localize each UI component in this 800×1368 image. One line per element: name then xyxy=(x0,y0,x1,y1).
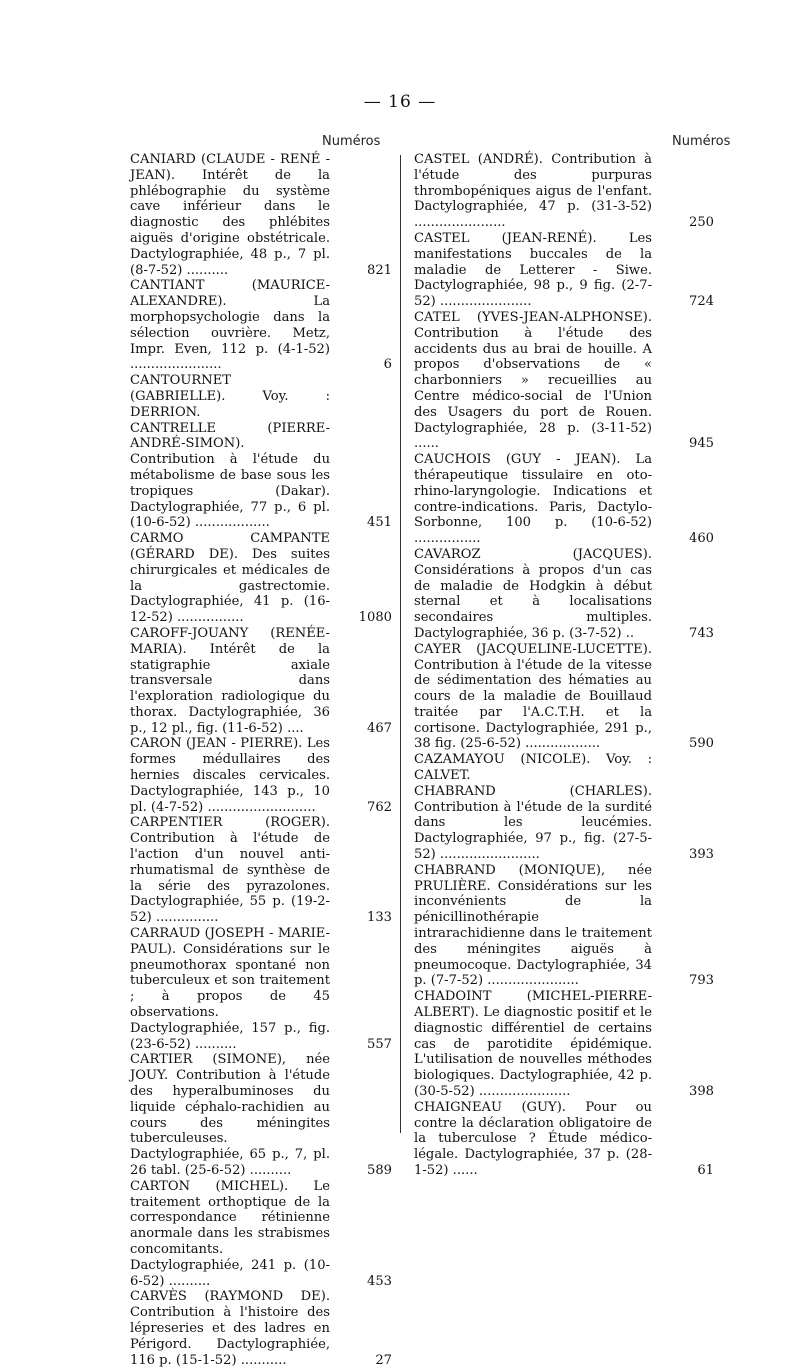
list-item xyxy=(130,531,392,626)
entry-text: CARTIER (SIMONE), née JOUY. Contribution à l'étude des hyperalbuminoses du liquide céphalo-rachidien au cours des méningites tuberculeuses. Dactylographiée, 65 p., 7, pl. 26 tabl. (25-6-52) .......... xyxy=(130,1052,330,1178)
entry-number: 589 xyxy=(367,1163,392,1178)
list-item xyxy=(130,815,392,926)
entry-text: CASTEL (JEAN-RENÉ). Les manifestations buccales de la maladie de Letterer - Siwe. Dactylographiée, 98 p., 9 fig. (2-7-52) ...................... xyxy=(414,230,652,310)
list-item xyxy=(414,1100,714,1179)
list-item xyxy=(414,642,714,753)
entry-number: 398 xyxy=(689,1084,714,1100)
entry-number: 1080 xyxy=(358,610,392,626)
entry-text: CARRAUD (JOSEPH - MARIE-PAUL). Considérations sur le pneumothorax spontané non tuberculeux et son traitement ; à propos de 45 observations. Dactylographiée, 157 p., fig. (23-6-52) .......... xyxy=(130,926,330,1052)
list-item xyxy=(414,152,714,231)
list-item xyxy=(130,373,392,420)
list-item xyxy=(130,1289,392,1368)
entry-text: CARVÈS (RAYMOND DE). Contribution à l'histoire des lépreseries et des ladres en Périgord. Dactylographiée, 116 p. (15-1-52) ........... xyxy=(130,1289,330,1368)
column-divider xyxy=(400,155,401,1133)
entry-number: 393 xyxy=(689,847,714,863)
list-item xyxy=(414,989,714,1100)
entry-text: CARPENTIER (ROGER). Contribution à l'étude de l'action d'un nouvel anti-rhumatismal de synthèse de la série des pyrazolones. Dactylographiée, 55 p. (19-2-52) ............... xyxy=(130,815,330,926)
right-column-header: Numéros xyxy=(672,134,731,149)
entry-text: CARTON (MICHEL). Le traitement orthoptique de la correspondance rétinienne anormale dans les strabismes concomitants. Dactylographiée, 241 p. (10-6-52) .......... xyxy=(130,1178,330,1289)
list-item xyxy=(130,626,392,737)
entry-number: 460 xyxy=(689,531,714,547)
list-item xyxy=(414,784,714,863)
entry-number: 945 xyxy=(689,436,714,452)
entry-number: 762 xyxy=(367,799,392,815)
entry-number: 453 xyxy=(367,1273,392,1289)
entry-text: CASTEL (ANDRÉ). Contribution à l'étude des purpuras thrombopéniques aigus de l'enfant. Dactylographiée, 47 p. (31-3-52) ...................... xyxy=(414,152,652,231)
entry-text: CANTOURNET (GABRIELLE). Voy. : DERRION. xyxy=(130,373,330,420)
entry-number: 793 xyxy=(689,973,714,989)
entry-text: CHABRAND (MONIQUE), née PRULIÈRE. Considérations sur les inconvénients de la pénicillinothérapie intrarachidienne dans le traitement des méningites aiguës à pneumocoque. Dactylographiée, 34 p. (7-7-52) ...................... xyxy=(414,862,652,989)
page-number: — 16 — xyxy=(363,92,437,112)
list-item xyxy=(414,863,714,989)
list-item xyxy=(130,1052,392,1178)
list-item xyxy=(130,1179,392,1290)
entry-text: CAZAMAYOU (NICOLE). Voy. : CALVET. xyxy=(414,752,652,784)
entry-text: CARMO CAMPANTE (GÉRARD DE). Des suites chirurgicales et médicales de la gastrectomie. Dactylographiée, 41 p. (16-12-52) ................ xyxy=(130,531,330,626)
entry-text: CAVAROZ (JACQUES). Considérations à propos d'un cas de maladie de Hodgkin à début sternal et à localisations secondaires multiples. Dactylographiée, 36 p. (3-7-52) .. xyxy=(414,546,652,641)
entry-text: CANIARD (CLAUDE - RENÉ - JEAN). Intérêt de la phlébographie du système cave inférieur dans le diagnostic des phlébites aiguës d'origine obstétricale. Dactylographiée, 48 p., 7 pl. (8-7-52) .......... xyxy=(130,152,330,278)
list-item xyxy=(414,310,714,452)
entry-number: 724 xyxy=(689,294,714,310)
entry-text: CATEL (YVES-JEAN-ALPHONSE). Contribution à l'étude des accidents dus au brai de houille. A propos d'observations de « charbonniers » recueillies au Centre médico-social de l'Union des Usagers du port de Rouen. Dactylographiée, 28 p. (3-11-52) ...... xyxy=(414,309,652,452)
entry-number: 133 xyxy=(367,910,392,926)
entry-text: CAUCHOIS (GUY - JEAN). La thérapeutique tissulaire en oto-rhino-laryngologie. Indications et contre-indications. Paris, Dactylo-Sorbonne, 100 p. (10-6-52) ................ xyxy=(414,452,652,547)
entry-text: CHAIGNEAU (GUY). Pour ou contre la déclaration obligatoire de la tuberculose ? Étude médico-légale. Dactylographiée, 37 p. (28-1-52) ...... xyxy=(414,1099,652,1178)
list-item xyxy=(414,752,714,784)
left-column xyxy=(130,152,392,1368)
entry-number: 743 xyxy=(689,625,714,641)
list-item xyxy=(130,278,392,373)
list-item xyxy=(130,926,392,1052)
list-item xyxy=(130,736,392,815)
entry-text: CANTIANT (MAURICE-ALEXANDRE). La morphopsychologie dans la sélection ouvrière. Metz, Impr. Even, 112 p. (4-1-52) ...................... xyxy=(130,278,330,373)
entry-number: 557 xyxy=(367,1036,392,1052)
entry-number: 6 xyxy=(383,357,392,373)
entry-number: 467 xyxy=(367,720,392,736)
entry-text: CARON (JEAN - PIERRE). Les formes médullaires des hernies discales cervicales. Dactylographiée, 143 p., 10 pl. (4-7-52) .......................... xyxy=(130,736,330,815)
entry-number: 61 xyxy=(697,1163,714,1178)
entry-text: CANTRELLE (PIERRE-ANDRÉ-SIMON). Contribution à l'étude du métabolisme de base sous les tropiques (Dakar). Dactylographiée, 77 p., 6 pl. (10-6-52) .................. xyxy=(130,420,330,531)
entry-text: CHABRAND (CHARLES). Contribution à l'étude de la surdité dans les leucémies. Dactylographiée, 97 p., fig. (27-5-52) ........................ xyxy=(414,783,652,863)
list-item xyxy=(414,452,714,547)
entry-number: 451 xyxy=(367,515,392,531)
entry-number: 250 xyxy=(689,215,714,231)
list-item xyxy=(130,421,392,532)
left-column-header: Numéros xyxy=(322,134,381,149)
list-item xyxy=(414,547,714,642)
entry-number: 590 xyxy=(689,736,714,752)
list-item xyxy=(130,152,392,278)
entry-number: 821 xyxy=(367,262,392,278)
right-column xyxy=(414,152,714,1179)
entry-number: 27 xyxy=(375,1352,392,1368)
list-item xyxy=(414,231,714,310)
entry-text: CHADOINT (MICHEL-PIERRE-ALBERT). Le diagnostic positif et le diagnostic différentiel de certains cas de parotidite épidémique. L'utilisation de nouvelles méthodes biologiques. Dactylographiée, 42 p. (30-5-52) ...................... xyxy=(414,989,652,1100)
entry-text: CAYER (JACQUELINE-LUCETTE). Contribution à l'étude de la vitesse de sédimentation des hématies au cours de la maladie de Bouillaud traitée par l'A.C.T.H. et la cortisone. Dactylographiée, 291 p., 38 fig. (25-6-52) .................. xyxy=(414,641,652,752)
entry-text: CAROFF-JOUANY (RENÉE-MARIA). Intérêt de la statigraphie axiale transversale dans l'exploration radiologique du thorax. Dactylographiée, 36 p., 12 pl., fig. (11-6-52) .... xyxy=(130,625,330,736)
